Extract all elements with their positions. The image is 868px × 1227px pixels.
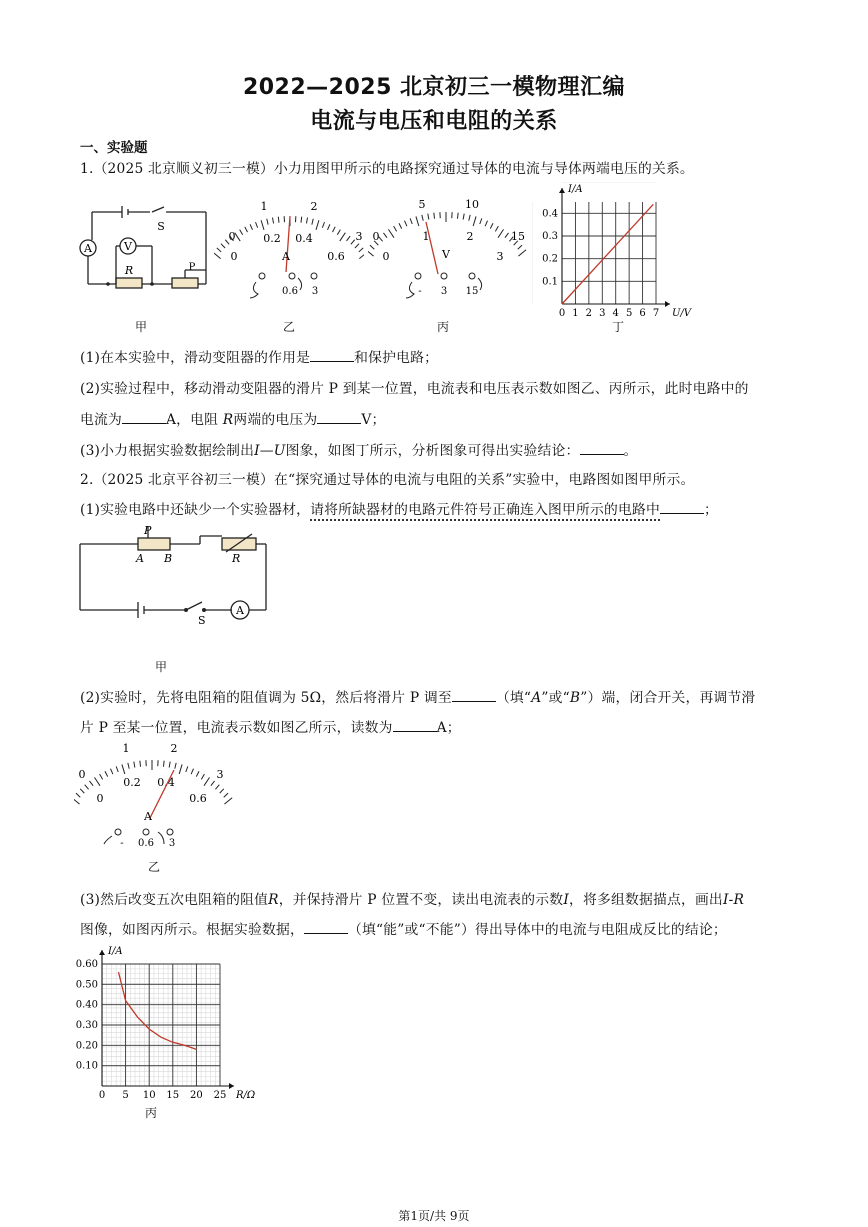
svg-text:P: P [144, 524, 152, 537]
scale-tick [351, 240, 355, 245]
svg-text:0.4: 0.4 [157, 776, 175, 789]
scale-tick [134, 762, 135, 768]
scale-tick [505, 233, 509, 238]
x-tick-label: 1 [572, 308, 579, 319]
scale-tick [469, 215, 470, 221]
scale-tick [204, 777, 210, 785]
svg-text:15: 15 [511, 230, 525, 243]
scale-tick [332, 227, 335, 232]
svg-text:A: A [282, 250, 290, 263]
q2-caption-yi: 乙 [148, 860, 161, 874]
page-footer: 第1页/共 9页 [398, 1209, 470, 1223]
svg-text:0: 0 [96, 792, 104, 805]
scale-tick [240, 230, 243, 235]
scale-tick [250, 224, 252, 230]
svg-text:3: 3 [311, 286, 319, 297]
x-tick-label: 7 [652, 308, 660, 319]
scale-tick [116, 766, 118, 772]
svg-text:V: V [442, 248, 450, 261]
scale-tick [485, 221, 487, 227]
x-tick-label: 4 [612, 308, 619, 319]
scale-tick [316, 220, 319, 230]
svg-text:2: 2 [466, 230, 474, 243]
svg-text:1: 1 [422, 230, 430, 243]
q1-part1: (1)在本实验中，滑动变阻器的作用是 和保护电路； [80, 350, 439, 366]
svg-text:1: 1 [122, 742, 130, 755]
svg-text:0.6: 0.6 [138, 838, 154, 849]
scale-tick [224, 798, 232, 804]
x-tick-label: 20 [190, 1090, 203, 1101]
svg-text:3: 3 [440, 286, 448, 297]
scale-tick [256, 222, 258, 228]
y-tick-label: 0.4 [542, 208, 558, 220]
scale-tick [337, 230, 340, 235]
svg-text:0: 0 [382, 250, 390, 263]
q2-ammeter-dial [74, 740, 234, 852]
svg-text:5: 5 [418, 198, 426, 211]
svg-text:R: R [232, 552, 241, 565]
scale-tick [434, 213, 435, 219]
scale-tick [196, 771, 199, 776]
q2-part2-line1: (2)实验时，先将电阻箱的阻值调为 5Ω，然后将滑片 P 调至 （填“A”或“B”）端，闭合开关，再调节滑 [80, 690, 756, 706]
scale-tick [422, 215, 423, 221]
scale-tick [74, 798, 80, 804]
y-axis-arrow [559, 188, 565, 193]
y-tick-label: 0.60 [75, 959, 98, 970]
svg-text:0.4: 0.4 [295, 232, 313, 245]
scale-tick [267, 219, 268, 225]
y-tick-label: 0.2 [542, 253, 558, 265]
y-tick-label: 0.30 [75, 1020, 98, 1031]
y-tick-label: 0.10 [75, 1060, 98, 1072]
scale-tick [306, 218, 307, 224]
scale-tick [89, 781, 93, 786]
q1-part2-line2: 电流为 A，电阻 R两端的电压为 V； [80, 412, 386, 428]
scale-tick [128, 763, 129, 769]
scale-tick [85, 785, 89, 790]
answer-blank[interactable] [317, 411, 361, 424]
scale-tick [410, 218, 412, 224]
scale-tick [490, 223, 493, 228]
scale-tick [221, 244, 225, 248]
q2-circuit-diagram [76, 522, 276, 626]
y-axis-arrow [99, 950, 105, 955]
x-tick-label: 2 [585, 308, 593, 319]
scale-tick [201, 774, 204, 779]
scale-tick [301, 217, 302, 223]
ammeter-needle [286, 216, 290, 272]
y-tick-label: 0.50 [75, 979, 98, 991]
scale-tick [404, 221, 406, 227]
scale-tick [457, 213, 458, 219]
x-axis-label: U/V [672, 308, 692, 319]
scale-tick [105, 771, 108, 776]
scale-tick [498, 229, 504, 237]
svg-text:0.6: 0.6 [282, 286, 298, 297]
svg-text:3: 3 [496, 250, 504, 263]
q2-part3-line2: 图像，如图丙所示。根据实验数据， （填“能”或“不能”）得出导体中的电流与电阻成反比的结论； [80, 922, 727, 938]
scale-tick [340, 233, 346, 241]
scale-tick [368, 250, 374, 256]
doc-title-line2: 电流与电压和电阻的关系 [310, 109, 558, 134]
scale-tick [495, 226, 498, 231]
ammeter-symbol: A [236, 604, 244, 617]
q2-caption-jia: 甲 [155, 660, 168, 674]
x-axis-arrow [665, 301, 670, 307]
section-heading: 一、实验题 [80, 140, 148, 156]
svg-text:0.2: 0.2 [123, 776, 141, 789]
answer-blank[interactable] [660, 501, 704, 514]
answer-blank[interactable] [310, 349, 354, 362]
scale-tick [463, 214, 464, 220]
slider-label: P [188, 262, 196, 273]
scale-tick [179, 764, 182, 774]
scale-tick [312, 219, 313, 225]
svg-text:S: S [198, 614, 206, 626]
scale-tick [383, 233, 387, 238]
y-axis-label: I/A [568, 184, 583, 195]
answer-blank[interactable] [122, 411, 166, 424]
q1-stem: 1.（2025 北京顺义初三一模）小力用图甲所示的电路探究通过导体的电流与导体两端电压的关系。 [80, 161, 694, 177]
svg-text:10: 10 [465, 198, 479, 211]
scale-tick [163, 761, 164, 767]
scale-tick [359, 252, 364, 258]
answer-blank[interactable] [452, 689, 496, 702]
y-tick-label: 0.3 [542, 231, 558, 242]
x-tick-label: 5 [122, 1090, 129, 1101]
svg-text:15: 15 [465, 286, 479, 297]
x-tick-label: 3 [599, 308, 606, 319]
svg-text:B: B [164, 552, 173, 565]
scale-tick [122, 764, 125, 774]
y-axis-label: I/A [108, 946, 123, 957]
voltmeter-symbol: V [124, 240, 132, 253]
switch-label: S [157, 220, 165, 233]
scale-tick [399, 223, 402, 228]
scale-tick [245, 227, 248, 232]
scale-tick [394, 226, 397, 231]
q1-caption-jia: 甲 [135, 320, 148, 334]
scale-tick [80, 789, 84, 793]
q1-part3: (3)小力根据实验数据绘制出I—U图象，如图丁所示，分析图象可得出实验结论： 。 [80, 443, 638, 459]
scale-tick [359, 248, 363, 252]
svg-text:0.2: 0.2 [263, 232, 281, 245]
svg-text:0.6: 0.6 [327, 250, 345, 263]
svg-text:0: 0 [372, 230, 380, 243]
x-tick-label: 25 [213, 1090, 227, 1101]
svg-text:3: 3 [355, 230, 363, 243]
svg-text:3: 3 [216, 768, 224, 781]
svg-text:2: 2 [170, 742, 178, 755]
q1-caption-bing: 丙 [437, 320, 450, 334]
scale-tick [217, 248, 221, 252]
scale-tick [76, 793, 80, 797]
svg-text:-: - [418, 286, 422, 297]
scale-tick [322, 222, 324, 228]
svg-text:2: 2 [310, 200, 318, 213]
y-tick-label: 0.40 [75, 999, 98, 1011]
scale-tick [186, 766, 188, 772]
x-tick-label: 15 [166, 1090, 180, 1101]
svg-text:0: 0 [230, 250, 238, 263]
scale-tick [347, 236, 351, 241]
x-tick-label: 0 [558, 308, 566, 319]
scale-tick [110, 769, 112, 775]
answer-blank[interactable] [580, 442, 624, 455]
x-tick-label: 5 [625, 308, 633, 319]
doc-title-line1: 2022—2025 北京初三一模物理汇编 [242, 75, 626, 100]
x-tick-label: 0 [98, 1090, 106, 1101]
answer-blank[interactable] [304, 921, 348, 934]
svg-text:A: A [144, 810, 152, 823]
scale-tick [480, 218, 482, 224]
q1-circuit-diagram [74, 200, 214, 300]
ammeter-symbol: A [84, 242, 92, 255]
svg-text:-: - [120, 838, 124, 849]
q1-ammeter-dial [214, 198, 364, 302]
scale-tick [355, 244, 359, 248]
answer-blank[interactable] [393, 719, 437, 732]
scale-tick [215, 785, 219, 790]
scale-tick [169, 762, 170, 768]
x-axis-arrow [229, 1083, 234, 1089]
q2-caption-bing: 丙 [145, 1106, 158, 1120]
scale-tick [211, 781, 215, 786]
scale-tick [278, 217, 279, 223]
q1-iu-chart [532, 182, 692, 322]
y-tick-label: 0.1 [542, 276, 558, 288]
scale-tick [94, 777, 100, 785]
scale-tick [388, 229, 394, 237]
svg-text:A: A [136, 552, 144, 565]
scale-tick [224, 793, 228, 797]
scale-tick [214, 252, 221, 258]
scale-tick [428, 214, 429, 220]
svg-text:0: 0 [78, 768, 86, 781]
svg-text:0.6: 0.6 [189, 792, 207, 805]
q2-stem: 2.（2025 北京平谷初三一模）在“探究通过导体的电流与电阻的关系”实验中，电路图如图甲所示。 [80, 472, 695, 488]
q1-voltmeter-dial [368, 198, 528, 302]
q2-part1: (1)实验电路中还缺少一个实验器材，请将所缺器材的电路元件符号正确连入图甲所示的电路中 ； [80, 498, 718, 518]
scale-tick [191, 769, 193, 775]
q1-part2-line1: (2)实验过程中，移动滑动变阻器的滑片 P 到某一位置，电流表和电压表示数如图乙、丙所示，此时电路中的 [80, 381, 749, 397]
y-tick-label: 0.20 [75, 1040, 98, 1052]
q2-ir-chart [70, 944, 260, 1104]
scale-tick [272, 218, 273, 224]
svg-text:0: 0 [228, 230, 236, 243]
scale-tick [220, 789, 224, 793]
scale-tick [140, 761, 141, 767]
scale-tick [261, 220, 264, 230]
svg-text:3: 3 [168, 838, 176, 849]
scale-tick [416, 216, 419, 226]
scale-tick [518, 245, 522, 249]
scale-tick [473, 216, 476, 226]
x-tick-label: 6 [639, 308, 646, 319]
scale-tick [370, 245, 374, 249]
x-tick-label: 10 [142, 1090, 156, 1101]
svg-text:1: 1 [260, 200, 268, 213]
scale-tick [328, 224, 330, 230]
scale-tick [175, 763, 176, 769]
voltmeter-needle [426, 222, 438, 274]
x-axis-label: R/Ω [236, 1090, 256, 1101]
scale-tick [518, 250, 526, 256]
q2-part3-line1: (3)然后改变五次电阻箱的阻值R，并保持滑片 P 位置不变，读出电流表的示数I，将多组数据描点，画出I-R [80, 892, 745, 908]
q1-caption-yi: 乙 [283, 320, 296, 334]
scale-tick [100, 774, 103, 779]
q1-caption-ding: 丁 [612, 320, 625, 334]
resistor-label: R [124, 264, 134, 277]
q2-part2-line2: 片 P 至某一位置，电流表示数如图乙所示，读数为 A； [80, 720, 461, 736]
